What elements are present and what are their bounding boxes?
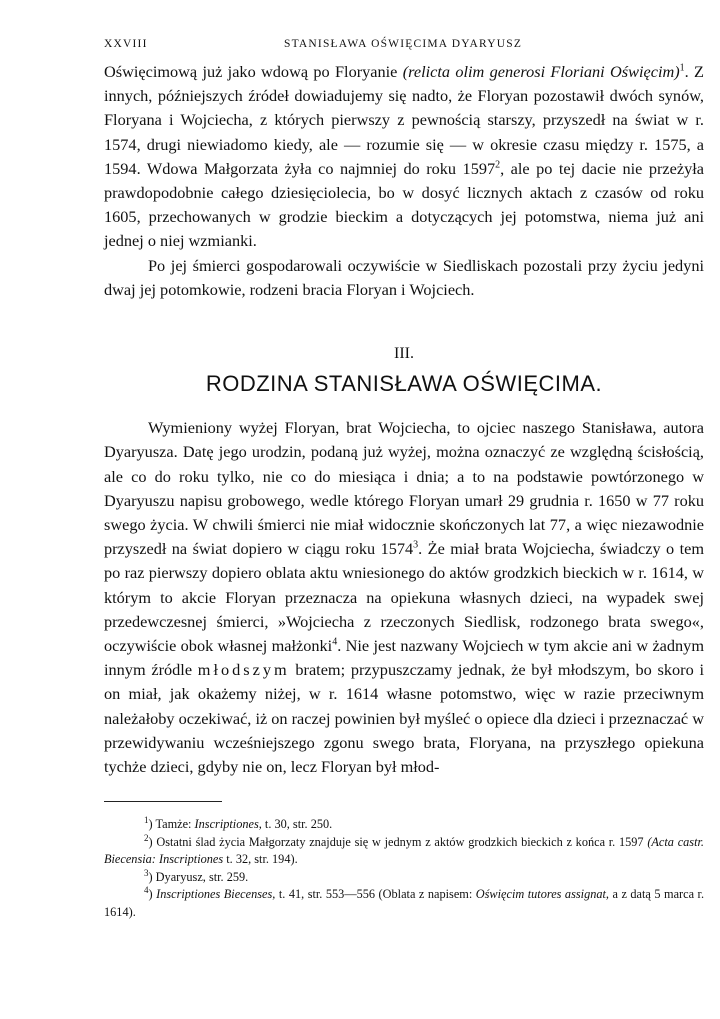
text-span: . Że miał brata Wojciecha, świadczy o tem po raz pierwszy dopiero oblata aktu wniesionego do aktów grodzkich bieckich w r. 1614, w którym to akcie Floryan przeznacza na opiekuna własnych dzieci, na wypadek swej przedewczesnej śmierci, »Wojciecha z rzeczonych Siedlisk, rodzonego brata swego«, oczywiście obok własnej małżonki <box>104 539 704 656</box>
footnote-4: $^4$) Inscriptiones Biecenses, t. 41, str. 553—556 (Oblata z napisem: Oświęcim tutores assignat, a z datą 5 marca r. 1614). <box>104 885 705 919</box>
text-italic: (Acta castr. Biecensia: Inscriptiones <box>104 834 704 867</box>
footnote-ref[interactable]: 1 <box>679 62 685 74</box>
running-title: STANISŁAWA OŚWIĘCIMA DYARYUSZ <box>284 38 523 50</box>
section-number: III. <box>394 345 414 363</box>
footnote-mark: 3 <box>144 867 149 878</box>
body-text <box>104 60 704 779</box>
text-italic: Inscriptiones, <box>194 817 262 832</box>
text-span: Wymieniony wyżej Floryan, brat Wojciecha, to ojciec naszego Stanisława, autora Dyaryusza. Datę jego urodzin, podaną już wyżej, można oznaczyć ze względną ścisłością, ale co do roku tylko, nie co do miesiąca i dnia; a to na podstawie powtórzonego w Dyaryuszu napisu grobowego, wedle którego Floryan umarł 29 grudnia r. 1650 w 77 roku swego życia. W chwili śmierci nie miał widocznie skończonych lat 77, a więc niezawodnie przyszedł na świat dopiero w ciągu roku 1574 <box>104 418 704 559</box>
text-span: Tamże: <box>155 817 195 832</box>
paragraph-main <box>104 416 704 779</box>
paragraph-intro-1 <box>104 60 704 254</box>
page-number: XXVIII <box>104 38 148 50</box>
text-span: . Nie jest nazwany Wojciech w tym akcie ani w żadnym innym źródle <box>104 636 704 680</box>
footnote-3: $^3$) Dyaryusz, str. 259. <box>144 867 249 884</box>
footnote-ref[interactable]: 2 <box>495 159 501 171</box>
text-span: Oświęcimową już jako wdową po Floryanie <box>104 62 403 81</box>
text-span: t. 41, str. 553—556 (Oblata z napisem: <box>275 887 476 902</box>
text-span: Dyaryusz, str. 259. <box>155 869 249 884</box>
latin-quote: (relicta olim generosi Floriani Oświęcim) <box>402 62 680 81</box>
text-span: Ostatni ślad życia Małgorzaty znajduje się w jednym z aktów grodzkich bieckich z końca r. 1597 <box>156 834 648 849</box>
text-span: t. 32, str. 194). <box>223 852 298 867</box>
section-title: RODZINA STANISŁAWA OŚWIĘCIMA. <box>205 371 603 397</box>
footnote-mark: 2 <box>144 832 149 843</box>
footnote-mark: 4 <box>144 885 149 896</box>
text-span: , ale po tej dacie nie przeżyła prawdopodobnie całego dziesięciolecia, bo w dosyć licznych aktach z czasów od roku 1605, przechowanych w grodzie bieckim a dotyczących jej potomstwa, niema już ani jednej o niej wzmianki. <box>104 158 704 251</box>
text-italic: Inscriptiones Biecenses, <box>156 887 276 902</box>
footnote-mark: 1 <box>144 815 149 826</box>
footnotes <box>104 816 704 921</box>
footnote-2: $^2$) Ostatni ślad życia Małgorzaty znajduje się w jednym z aktów grodzkich bieckich z końca r. 1597 (Acta castr. Biecensia: Inscriptiones t. 32, str. 194). <box>104 832 704 867</box>
footnote-1: $^1$) Tamże: Inscriptiones, t. 30, str. 250. <box>144 815 333 832</box>
page-header <box>104 38 704 60</box>
text-span: . Z innych, późniejszych źródeł dowiadujemy się nadto, że Floryan pozostawił dwóch synów, Floryana i Wojciecha, z których pierwszy z pewnością starszy, przyszedł na świat w r. 1574, drugi niewiadomo kiedy, ale — rozumie się — w okresie czasu między r. 1575, a 1594. Wdowa Małgorzata żyła co najmniej do roku 1597 <box>104 62 704 178</box>
footnote-ref[interactable]: 4 <box>332 636 338 648</box>
text-span: t. 30, str. 250. <box>261 817 333 832</box>
footnote-divider <box>104 801 222 802</box>
footnote-ref[interactable]: 3 <box>413 539 419 551</box>
text-span: a z datą 5 marca r. 1614). <box>104 887 705 919</box>
paragraph-intro-2: Po jej śmierci gospodarowali oczywiście w Siedliskach pozostali przy życiu jedyni dwaj jej potomkowie, rodzeni bracia Floryan i Wojciech. <box>104 255 704 299</box>
text-span: bratem; przypuszczamy jednak, że był młodszym, bo skoro i on miał, jak okażemy niżej, w r. 1614 własne potomstwo, więc w razie przeciwnym należałoby oczekiwać, iż on raczej powinien był myśleć o opiece dla dzieci i przeznaczać w przewidywaniu wcześniejszego zgonu swego brata, Floryana, na przyszłego opiekuna tychże dzieci, gdyby nie on, lecz Floryan był młod- <box>104 660 704 777</box>
text-italic: Oświęcim tutores assignat, <box>475 887 610 902</box>
emphasized-word: młodszym <box>197 660 290 680</box>
